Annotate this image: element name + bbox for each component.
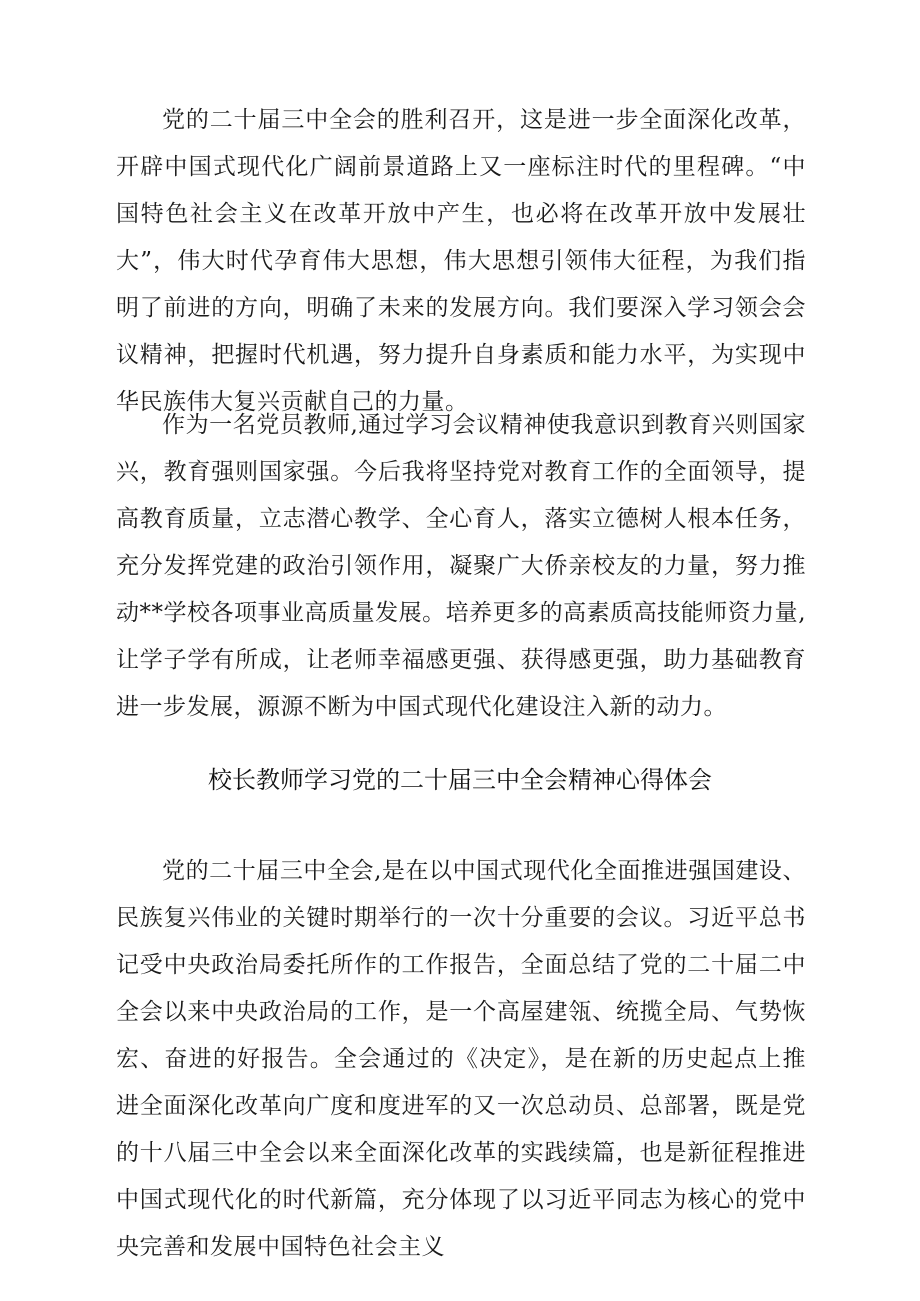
body-paragraph-1: 党的二十届三中全会的胜利召开，这是进一步全面深化改革，开辟中国式现代化广阔前景道路上又一座标注时代的里程碑。“中国特色社会主义在改革开放中产生，也必将在改革开放中发展壮大”，伟大时代孕育伟大思想，伟大思想引领伟大征程，为我们指明了前进的方向，明确了未来的发展方向。我们要深入学习领会会议精神，把握时代机遇，努力提升自身素质和能力水平，为实现中华民族伟大复兴贡献自己的力量。 [116,107,806,415]
section-title: 校长教师学习党的二十届三中全会精神心得体会 [208,766,712,794]
section-paragraph-1: 党的二十届三中全会,是在以中国式现代化全面推进强国建设、民族复兴伟业的关键时期举行的一次十分重要的会议。习近平总书记受中央政治局委托所作的工作报告，全面总结了党的二十届二中全会以来中央政治局的工作，是一个高屋建瓴、统揽全局、气势恢宏、奋进的好报告。全会通过的《决定》，是在新的历史起点上推进全面深化改革向广度和度进军的又一次总动员、总部署，既是党的十八届三中全会以来全面深化改革的实践续篇，也是新征程推进中国式现代化的时代新篇，充分体现了以习近平同志为核心的党中央完善和发展中国特色社会主义 [116,858,806,1260]
body-paragraph-2: 作为一名党员教师,通过学习会议精神使我意识到教育兴则国家兴，教育强则国家强。今后我将坚持党对教育工作的全面领导，提高教育质量，立志潜心教学、全心育人，落实立德树人根本任务，充分发挥党建的政治引领作用，凝聚广大侨亲校友的力量，努力推动**学校各项事业高质量发展。培养更多的高素质高技能师资力量,让学子学有所成，让老师幸福感更强、获得感更强，助力基础教育进一步发展，源源不断为中国式现代化建设注入新的动力。 [116,412,806,720]
